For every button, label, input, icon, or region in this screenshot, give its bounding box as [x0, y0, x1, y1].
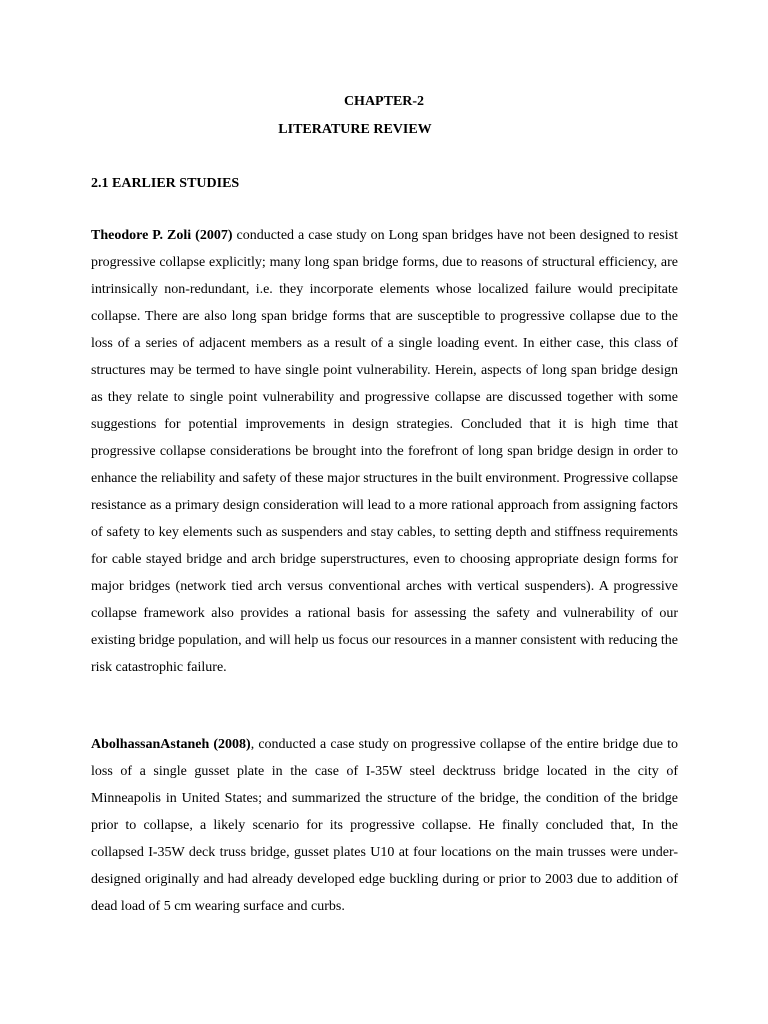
paragraph-text: conducted a case study on Long span bridges have not been designed to resist progressive collapse explicitly; many long span bridge forms, due to reasons of structural efficiency, are intrinsically non-redundant, i.e. they incorporate elements whose localized failure would precipitate collapse. There are also long span bridge forms that are susceptible to progressive collapse due to the loss of a series of adjacent members as a result of a single loading event. In either case, this class of structures may be termed to have single point vulnerability. Herein, aspects of long span bridge design as they relate to single point vulnerability and progressive collapse are discussed together with some suggestions for potential improvements in design strategies. Concluded that it is high time that progressive collapse considerations be brought into the forefront of long span bridge design in order to enhance the reliability and safety of these major structures in the built environment. Progressive collapse resistance as a primary design consideration will lead to a more rational approach from assigning factors of safety to key elements such as suspenders and stay cables, to setting depth and stiffness requirements for cable stayed bridge and arch bridge superstructures, even to choosing appropriate design forms for major bridges (network tied arch versus conventional arches with vertical suspenders). A progressive collapse framework also provides a rational basis for assessing the safety and vulnerability of our existing bridge population, and will help us focus our resources in a manner consistent with reducing the risk catastrophic failure.: [91, 228, 678, 675]
chapter-number: CHAPTER-2: [343, 94, 425, 109]
section-heading: 2.1 EARLIER STUDIES: [91, 176, 240, 191]
chapter-title: LITERATURE REVIEW: [278, 122, 432, 137]
paragraph-astaneh: [91, 731, 678, 920]
paragraph-zoli: [91, 222, 678, 681]
paragraph-author: Theodore P. Zoli (2007): [91, 228, 233, 243]
paragraph-text: , conducted a case study on progressive collapse of the entire bridge due to loss of a single gusset plate in the case of I-35W steel decktruss bridge located in the city of Minneapolis in United States; and summarized the structure of the bridge, the condition of the bridge prior to collapse, a likely scenario for its progressive collapse. He finally concluded that, In the collapsed I-35W deck truss bridge, gusset plates U10 at four locations on the main trusses were under-designed originally and had already developed edge buckling during or prior to 2003 due to addition of dead load of 5 cm wearing surface and curbs.: [91, 737, 678, 914]
paragraph-author: AbolhassanAstaneh (2008): [91, 737, 251, 752]
